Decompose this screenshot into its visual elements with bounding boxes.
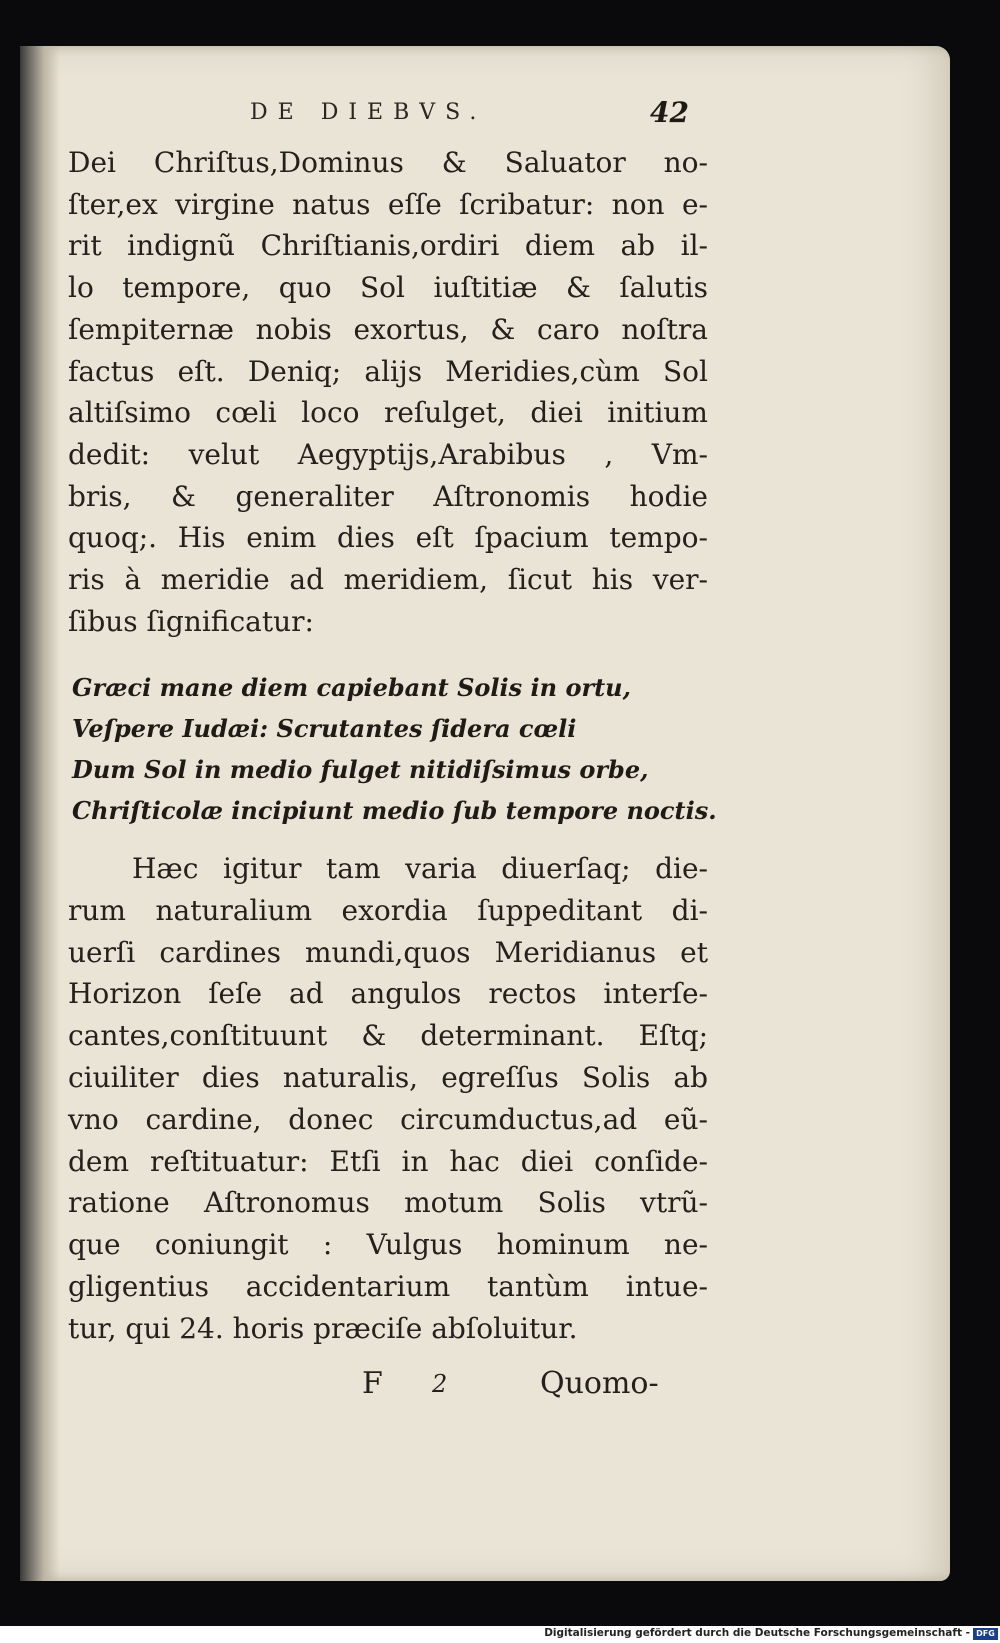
text-line: ratione Aſtronomus motum Solis vtrũ- (68, 1186, 708, 1220)
signature-mark: F (362, 1366, 383, 1401)
paragraph-1 (68, 142, 708, 642)
text-line: bris, & generaliter Aſtronomis hodie (68, 479, 708, 513)
text-line: dedit: velut Aegyptijs,Arabibus , Vm- (68, 437, 708, 471)
page-gutter (20, 46, 60, 1581)
text-line: lo tempore, quo Sol iuſtitiæ & ſalutis (68, 271, 708, 305)
text-line: factus eſt. Deniq; alijs Meridies,cùm Sol (68, 354, 708, 388)
verse-line: Græci mane diem capiebant Solis in ortu, (72, 673, 631, 702)
text-line: ſter,ex virgine natus eſſe ſcribatur: non e- (68, 187, 708, 221)
text-line: que coniungit : Vulgus hominum ne- (68, 1228, 708, 1262)
text-line: gligentius accidentarium tantùm intue- (68, 1269, 708, 1303)
footer-credit: Digitalisierung gefördert durch die Deutsche Forschungsgemeinschaft - (544, 1627, 970, 1639)
folio-number: 42 (650, 96, 689, 129)
dfg-logo-icon: DFG (973, 1628, 998, 1640)
text-line: altiſsimo cœli loco reſulget, diei initium (68, 396, 708, 430)
footer-bar (0, 1626, 1000, 1643)
catchword: Quomo- (540, 1366, 659, 1401)
text-line: rum naturalium exordia ſuppeditant di- (68, 893, 708, 927)
catchline (0, 1366, 1000, 1406)
text-line: ſibus ſignificatur: (68, 604, 314, 638)
text-line: Dei Chriſtus,Dominus & Saluator no- (68, 146, 708, 179)
text-line: Hæc igitur tam varia diuerſaq; die- (132, 852, 708, 885)
text-line: ris à meridie ad meridiem, ſicut his ver- (68, 563, 708, 597)
running-title: DE DIEBVS. (250, 100, 487, 125)
text-line: ciuiliter dies naturalis, egreſſus Solis ab (68, 1060, 708, 1094)
text-line: quoq;. His enim dies eſt ſpacium tempo- (68, 521, 708, 555)
text-line: ſempiternæ nobis exortus, & caro noſtra (68, 312, 708, 346)
paragraph-2 (68, 848, 708, 1350)
text-line: tur, qui 24. horis præciſe abſoluitur. (68, 1311, 578, 1345)
text-line: Horizon ſeſe ad angulos rectos interſe- (68, 977, 708, 1011)
verse-block (72, 667, 717, 831)
running-head (0, 96, 1000, 136)
verse-line: Veſpere Iudæi: Scrutantes ſidera cœli (72, 714, 577, 743)
text-line: uerſi cardines mundi,quos Meridianus et (68, 935, 708, 969)
text-line: rit indignũ Chriſtianis,ordiri diem ab il- (68, 229, 708, 263)
text-line: cantes,conſtituunt & determinant. Eſtq; (68, 1019, 708, 1053)
text-line: dem reſtituatur: Etſi in hac diei conſide- (68, 1144, 708, 1178)
verse-line: Dum Sol in medio fulget nitidiſsimus orbe, (72, 755, 649, 784)
text-line: vno cardine, donec circumductus,ad eũ- (68, 1102, 708, 1136)
signature-number: 2 (432, 1370, 448, 1398)
verse-line: Chriſticolæ incipiunt medio ſub tempore noctis. (72, 796, 717, 825)
